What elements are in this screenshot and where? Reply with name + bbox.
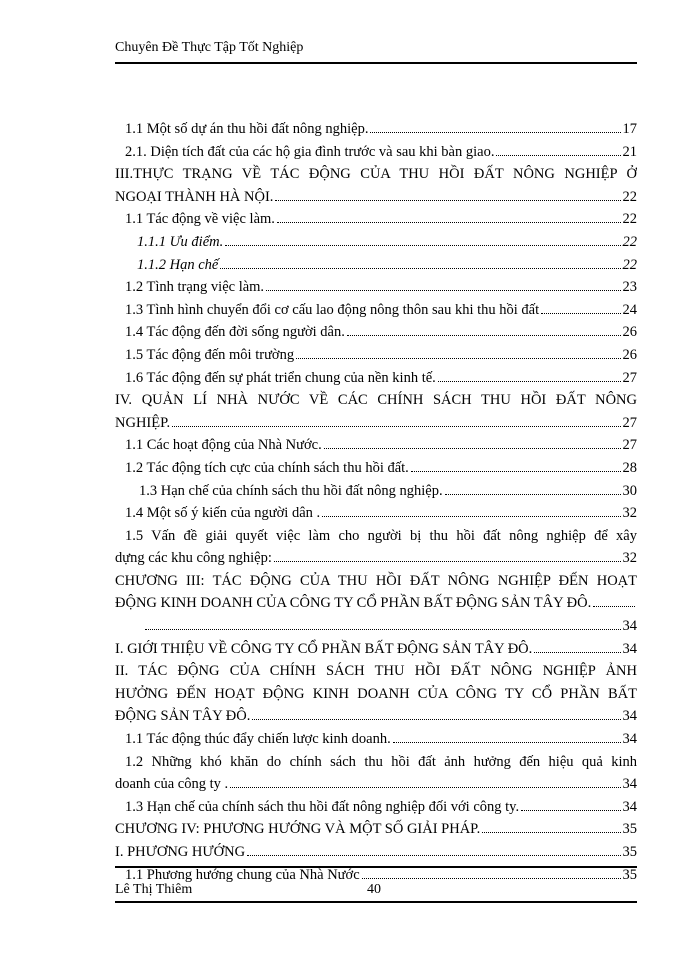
toc-entry-title: 1.3 Hạn chế của chính sách thu hồi đất nông nghiệp. (139, 482, 443, 499)
toc-entry-title: 1.3 Hạn chế của chính sách thu hồi đất nông nghiệp đối với công ty. (125, 798, 520, 815)
toc-entry-page: 27 (622, 414, 637, 431)
toc-entry-title: NGOẠI THÀNH HÀ NỘI. (115, 188, 274, 205)
toc-dot-leader (324, 448, 621, 449)
toc-entry-title: dựng các khu công nghiệp: (115, 550, 272, 567)
toc-entry-title: 1.2 Tác động tích cực của chính sách thu hồi đất. (125, 459, 409, 476)
toc-entry-page: 35 (622, 844, 637, 860)
toc-dot-leader (277, 222, 621, 223)
toc-entry (115, 254, 637, 277)
toc-entry (115, 367, 637, 390)
toc-entry (115, 592, 637, 615)
toc-entry (115, 705, 637, 728)
toc-entry (115, 773, 637, 796)
toc-entry (115, 638, 637, 661)
toc-entry (115, 547, 637, 570)
toc-entry (115, 208, 637, 231)
toc-entry-title: 1.1.1 Ưu điểm. (137, 233, 224, 250)
toc-entry-page: 26 (622, 346, 637, 363)
toc-entry (115, 118, 637, 141)
toc-entry-page: 32 (622, 505, 637, 522)
toc-entry-page: 32 (622, 550, 637, 567)
toc-entry-text: CHƯƠNG III: TÁC ĐỘNG CỦA THU HỒI ĐẤT NÔNG NGHIỆP ĐẾN HOẠT (115, 572, 637, 589)
toc-entry-title: 1.3 Tình hình chuyển đổi cơ cấu lao động nông thôn sau khi thu hồi đất (125, 301, 540, 318)
table-of-contents (115, 118, 637, 886)
toc-dot-leader (482, 832, 620, 833)
toc-entry-title: I. GIỚI THIỆU VỀ CÔNG TY CỔ PHẦN BẤT ĐỘNG SẢN TÂY ĐÔ. (115, 640, 533, 657)
toc-entry-page: 34 (622, 640, 637, 657)
toc-entry-title: 1.5 Tác động đến môi trường (125, 346, 295, 363)
toc-dot-leader (266, 290, 620, 291)
footer-rule-bottom (115, 901, 637, 903)
toc-dot-leader (252, 719, 620, 720)
toc-entry (115, 141, 637, 164)
toc-entry-page: 35 (622, 821, 637, 838)
toc-entry-page: 22 (622, 233, 637, 250)
toc-entry (115, 615, 637, 638)
toc-dot-leader (411, 471, 621, 472)
toc-dot-leader (347, 335, 621, 336)
toc-entry (115, 299, 637, 322)
toc-entry-text: II. TÁC ĐỘNG CỦA CHÍNH SÁCH THU HỒI ĐẤT NÔNG NGHIỆP ẢNH (115, 663, 637, 680)
toc-entry-title: 1.1 Tác động thúc đẩy chiến lược kinh doanh. (125, 731, 391, 748)
toc-entry-title: 1.1 Tác động về việc làm. (125, 211, 275, 228)
toc-entry (115, 502, 637, 525)
toc-entry-page: 27 (622, 437, 637, 454)
toc-dot-leader (275, 200, 620, 201)
toc-dot-leader (145, 629, 621, 630)
toc-dot-leader (496, 155, 620, 156)
toc-entry (115, 276, 637, 299)
toc-entry-page: 34 (622, 798, 637, 815)
toc-dot-leader (593, 606, 635, 607)
toc-entry-title: 1.1 Một số dự án thu hồi đất nông nghiệp. (125, 121, 369, 137)
toc-entry-text: III.THỰC TRẠNG VỀ TÁC ĐỘNG CỦA THU HỒI ĐẤT NÔNG NGHIỆP Ở (115, 166, 637, 183)
page-header-title: Chuyên Đề Thực Tập Tốt Nghiệp (115, 40, 304, 55)
toc-entry-text: HƯỞNG ĐẾN HOẠT ĐỘNG KINH DOANH CỦA CÔNG TY CỔ PHẦN BẤT (115, 685, 637, 702)
toc-entry-title: doanh của công ty . (115, 776, 229, 793)
toc-entry-page: 34 (622, 708, 637, 725)
toc-entry-page: 24 (622, 301, 637, 318)
toc-dot-leader (534, 652, 620, 653)
toc-entry (115, 480, 637, 503)
toc-entry (115, 412, 637, 435)
toc-entry-title: NGHIỆP. (115, 414, 171, 431)
toc-dot-leader (322, 516, 620, 517)
toc-entry-title: 1.4 Tác động đến đời sống người dân. (125, 324, 345, 341)
toc-dot-leader (296, 358, 620, 359)
toc-entry-page: 22 (622, 256, 637, 273)
toc-dot-leader (362, 878, 621, 879)
toc-entry (115, 818, 637, 841)
toc-entry-title: 1.4 Một số ý kiến của người dân . (125, 505, 321, 522)
toc-dot-leader (172, 426, 620, 427)
toc-dot-leader (225, 245, 620, 246)
header-rule (115, 62, 637, 64)
toc-entry-page: 22 (622, 188, 637, 205)
toc-entry (115, 231, 637, 254)
toc-entry-text: IV. QUẢN LÍ NHÀ NƯỚC VỀ CÁC CHÍNH SÁCH THU HỒI ĐẤT NÔNG (115, 392, 637, 409)
toc-entry-title: 1.2 Tình trạng việc làm. (125, 279, 265, 296)
footer-page-number: 40 (367, 882, 381, 897)
toc-entry-title: 2.1. Diện tích đất của các hộ gia đình trước và sau khi bàn giao. (125, 143, 495, 160)
toc-entry-page: 22 (622, 211, 637, 228)
toc-entry (115, 344, 637, 367)
toc-entry-title: 1.1 Phương hướng chung của Nhà Nước (125, 866, 360, 883)
toc-dot-leader (230, 787, 620, 788)
toc-entry-page: 34 (622, 776, 637, 793)
toc-dot-leader (247, 855, 620, 856)
toc-entry-page: 28 (622, 459, 637, 476)
toc-entry (115, 796, 637, 819)
toc-dot-leader (521, 810, 620, 811)
toc-dot-leader (370, 132, 620, 133)
toc-entry-page: 23 (622, 279, 637, 296)
toc-dot-leader (393, 742, 621, 743)
footer-author: Lê Thị Thiêm (115, 882, 193, 897)
toc-entry-page: 34 (622, 618, 637, 635)
toc-entry-page: 26 (622, 324, 637, 341)
toc-dot-leader (445, 494, 621, 495)
toc-entry-page: 27 (622, 369, 637, 386)
toc-entry-title: I. PHƯƠNG HƯỚNG (115, 844, 246, 860)
toc-entry-text: 1.2 Những khó khăn do chính sách thu hồi đất ảnh hưởng đến hiệu quả kinh (125, 753, 637, 770)
toc-entry-page: 34 (622, 731, 637, 748)
toc-entry-page: 21 (622, 143, 637, 160)
toc-entry-title: 1.1 Các hoạt động của Nhà Nước. (125, 437, 322, 454)
toc-entry-page: 35 (622, 866, 637, 883)
toc-dot-leader (438, 381, 621, 382)
toc-entry-title: ĐỘNG KINH DOANH CỦA CÔNG TY CỔ PHẦN BẤT ĐỘNG SẢN TÂY ĐÔ. (115, 595, 592, 612)
toc-entry (115, 728, 637, 751)
toc-dot-leader (274, 561, 621, 562)
toc-dot-leader (220, 268, 620, 269)
toc-dot-leader (541, 313, 620, 314)
toc-entry (115, 457, 637, 480)
toc-entry (115, 841, 637, 864)
toc-entry-page: 30 (622, 482, 637, 499)
toc-entry-title: 1.6 Tác động đến sự phát triển chung của nền kinh tế. (125, 369, 436, 386)
footer-rule-top (115, 866, 637, 868)
toc-entry (115, 434, 637, 457)
toc-entry-title: 1.1.2 Hạn chế (137, 256, 219, 273)
toc-entry (115, 186, 637, 209)
toc-entry-page: 17 (622, 121, 637, 137)
toc-entry-text: 1.5 Vấn đề giải quyết việc làm cho người bị thu hồi đất nông nghiệp để xây (125, 527, 637, 544)
toc-entry-title: CHƯƠNG IV: PHƯƠNG HƯỚNG VÀ MỘT SỐ GIẢI PHÁP. (115, 821, 481, 838)
toc-entry-title: ĐỘNG SẢN TÂY ĐÔ. (115, 708, 251, 725)
toc-entry (115, 321, 637, 344)
